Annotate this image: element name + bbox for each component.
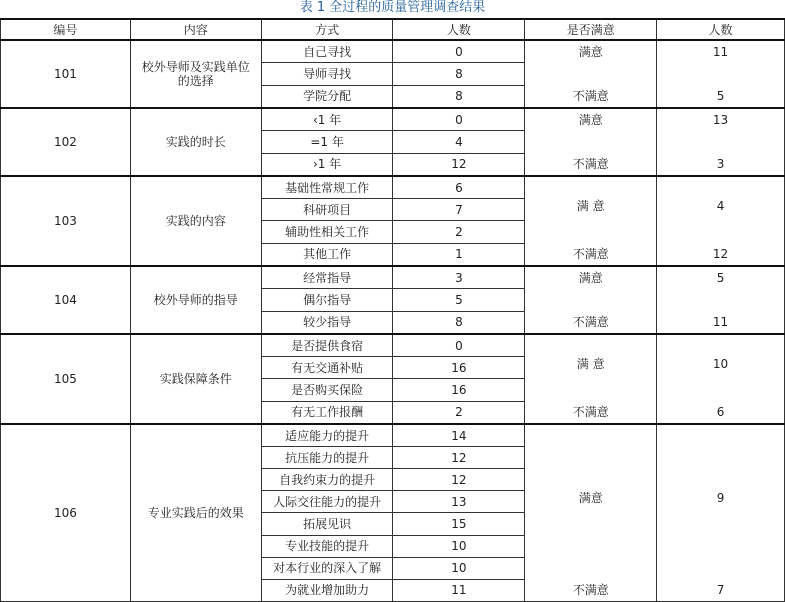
header-count: 人数 <box>393 19 525 40</box>
unsatisfied-label: 不满意 <box>572 247 609 261</box>
method-cell: 专业技能的提升 <box>261 535 393 557</box>
row-id: 102 <box>1 108 131 176</box>
satisfied-label: 满意 <box>578 45 603 59</box>
method-count-cell: 2 <box>393 401 525 424</box>
method-cell: 其他工作 <box>261 243 393 266</box>
row-id: 106 <box>1 424 131 602</box>
method-cell: 适应能力的提升 <box>261 424 393 447</box>
method-cell: 自己寻找 <box>261 40 393 63</box>
satisfied-label: 满 意 <box>576 357 605 371</box>
unsatisfied-label: 不满意 <box>572 405 609 419</box>
table-row <box>1 40 785 63</box>
method-cell: 为就业增加助力 <box>261 579 393 601</box>
method-cell: 有无工作报酬 <box>261 401 393 424</box>
method-count-cell: 16 <box>393 379 525 401</box>
satisfied-count: 10 <box>712 357 729 371</box>
method-count-cell: 11 <box>393 579 525 601</box>
satisfaction-count-cell <box>657 108 785 176</box>
satisfied-count: 4 <box>716 199 725 213</box>
method-cell: 导师寻找 <box>261 63 393 85</box>
method-count-cell: 8 <box>393 63 525 85</box>
survey-table <box>0 18 785 602</box>
method-count-cell: 8 <box>393 311 525 334</box>
method-count-cell: 5 <box>393 289 525 311</box>
unsatisfied-count: 6 <box>716 405 725 419</box>
unsatisfied-count: 3 <box>716 157 725 171</box>
method-cell: ‹1 年 <box>261 108 393 131</box>
row-id: 103 <box>1 176 131 266</box>
method-cell: 辅助性相关工作 <box>261 221 393 243</box>
method-count-cell: 0 <box>393 40 525 63</box>
satisfaction-count-cell <box>657 424 785 602</box>
method-cell: =1 年 <box>261 131 393 153</box>
method-cell: 对本行业的深入了解 <box>261 557 393 579</box>
method-cell: 是否购买保险 <box>261 379 393 401</box>
header-row <box>1 19 785 40</box>
satisfied-count: 13 <box>712 113 729 127</box>
method-count-cell: 2 <box>393 221 525 243</box>
satisfaction-count-cell <box>657 266 785 334</box>
satisfaction-cell <box>525 176 657 266</box>
row-content: 实践的时长 <box>130 108 261 176</box>
unsatisfied-label: 不满意 <box>572 89 609 103</box>
satisfaction-count-cell <box>657 40 785 108</box>
header-satisfied: 是否满意 <box>525 19 657 40</box>
table-row <box>1 266 785 289</box>
satisfaction-cell <box>525 40 657 108</box>
table-row <box>1 334 785 357</box>
unsatisfied-label: 不满意 <box>572 583 609 597</box>
method-count-cell: 6 <box>393 176 525 199</box>
satisfied-count: 11 <box>712 45 729 59</box>
header-content: 内容 <box>130 19 261 40</box>
method-count-cell: 12 <box>393 469 525 491</box>
method-cell: 自我约束力的提升 <box>261 469 393 491</box>
method-cell: 拓展见识 <box>261 513 393 535</box>
header-satisfied-count: 人数 <box>657 19 785 40</box>
satisfied-label: 满意 <box>578 271 603 285</box>
table-row <box>1 424 785 447</box>
method-count-cell: 13 <box>393 491 525 513</box>
method-cell: 学院分配 <box>261 85 393 108</box>
satisfaction-cell <box>525 334 657 424</box>
satisfied-count: 5 <box>716 271 725 285</box>
method-cell: 是否提供食宿 <box>261 334 393 357</box>
satisfaction-count-cell <box>657 334 785 424</box>
satisfaction-count-cell <box>657 176 785 266</box>
method-cell: 抗压能力的提升 <box>261 447 393 469</box>
table-title: 表 1 全过程的质量管理调查结果 <box>299 0 486 15</box>
method-count-cell: 12 <box>393 447 525 469</box>
unsatisfied-count: 7 <box>716 583 725 597</box>
method-cell: 人际交往能力的提升 <box>261 491 393 513</box>
satisfaction-cell <box>525 266 657 334</box>
method-cell: 较少指导 <box>261 311 393 334</box>
row-content: 实践保障条件 <box>130 334 261 424</box>
satisfied-label: 满 意 <box>576 199 605 213</box>
method-count-cell: 16 <box>393 357 525 379</box>
method-count-cell: 0 <box>393 334 525 357</box>
row-id: 104 <box>1 266 131 334</box>
unsatisfied-label: 不满意 <box>572 157 609 171</box>
method-count-cell: 4 <box>393 131 525 153</box>
method-count-cell: 12 <box>393 153 525 176</box>
method-count-cell: 8 <box>393 85 525 108</box>
row-id: 101 <box>1 40 131 108</box>
satisfied-label: 满意 <box>578 113 603 127</box>
satisfaction-cell <box>525 108 657 176</box>
row-content: 实践的内容 <box>130 176 261 266</box>
method-count-cell: 10 <box>393 535 525 557</box>
method-count-cell: 3 <box>393 266 525 289</box>
method-cell: 基础性常规工作 <box>261 176 393 199</box>
method-cell: 有无交通补贴 <box>261 357 393 379</box>
method-cell: ›1 年 <box>261 153 393 176</box>
unsatisfied-label: 不满意 <box>572 315 609 329</box>
table-row <box>1 108 785 131</box>
row-content: 校外导师及实践单位的选择 <box>130 40 261 108</box>
header-method: 方式 <box>261 19 393 40</box>
satisfaction-cell <box>525 424 657 602</box>
satisfied-count: 9 <box>716 491 725 505</box>
method-cell: 经常指导 <box>261 266 393 289</box>
row-id: 105 <box>1 334 131 424</box>
method-count-cell: 0 <box>393 108 525 131</box>
method-count-cell: 15 <box>393 513 525 535</box>
satisfied-label: 满意 <box>578 491 603 505</box>
method-cell: 偶尔指导 <box>261 289 393 311</box>
method-count-cell: 10 <box>393 557 525 579</box>
header-id: 编号 <box>1 19 131 40</box>
row-content: 专业实践后的效果 <box>130 424 261 602</box>
unsatisfied-count: 12 <box>712 247 729 261</box>
unsatisfied-count: 11 <box>712 315 729 329</box>
method-cell: 科研项目 <box>261 199 393 221</box>
table-row <box>1 176 785 199</box>
unsatisfied-count: 5 <box>716 89 725 103</box>
method-count-cell: 1 <box>393 243 525 266</box>
method-count-cell: 14 <box>393 424 525 447</box>
method-count-cell: 7 <box>393 199 525 221</box>
row-content: 校外导师的指导 <box>130 266 261 334</box>
